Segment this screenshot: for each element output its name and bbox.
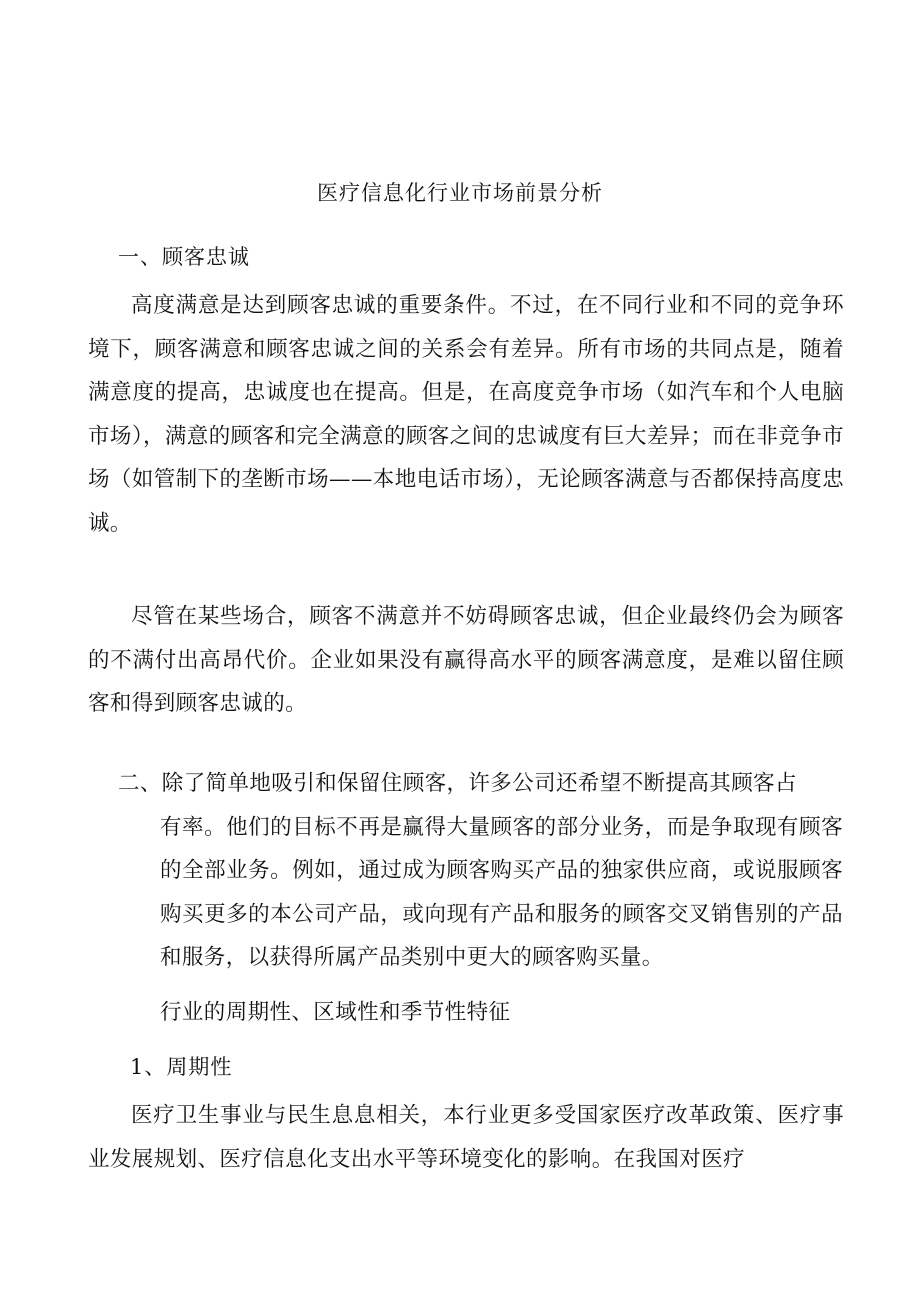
list-item-continuation: 有率。他们的目标不再是赢得大量顾客的部分业务，而是争取现有顾客的全部业务。例如，通过成为顾客购买产品的独家供应商，或说服顾客购买更多的本公司产品，或向现有产品和服务的顾客交叉销售别的产品和服务，以获得所属产品类别中更大的顾客购买量。 [160,814,843,970]
section-heading-cyclicality: 1、周期性 [130,1055,233,1079]
paragraph-loyalty-2: 尽管在某些场合，顾客不满意并不妨碍顾客忠诚，但企业最终仍会为顾客的不满付出高昂代价。企业如果没有赢得高水平的顾客满意度，是难以留住顾客和得到顾客忠诚的。 [88,604,844,716]
section-heading-customer-loyalty: 一、顾客忠诚 [118,245,250,269]
paragraph-loyalty-1: 高度满意是达到顾客忠诚的重要条件。不过，在不同行业和不同的竞争环境下，顾客满意和顾客忠诚之间的关系会有差异。所有市场的共同点是，随着满意度的提高，忠诚度也在提高。但是，在高度竞争市场（如汽车和个人电脑市场），满意的顾客和完全满意的顾客之间的忠诚度有巨大差异；而在非竞争市场（如管制下的垄断市场——本地电话市场），无论顾客满意与否都保持高度忠诚。 [88,293,844,536]
industry-characteristics-heading: 行业的周期性、区域性和季节性特征 [160,1000,511,1025]
paragraph-cyclicality: 医疗卫生事业与民生息息相关，本行业更多受国家医疗改革政策、医疗事业发展规划、医疗信息化支出水平等环境变化的影响。在我国对医疗 [88,1103,844,1172]
list-item-first-line: 二、除了简单地吸引和保留住顾客，许多公司还希望不断提高其顾客占 [118,771,797,796]
document-title: 医疗信息化行业市场前景分析 [317,181,603,205]
list-item-section-2 [118,762,843,980]
